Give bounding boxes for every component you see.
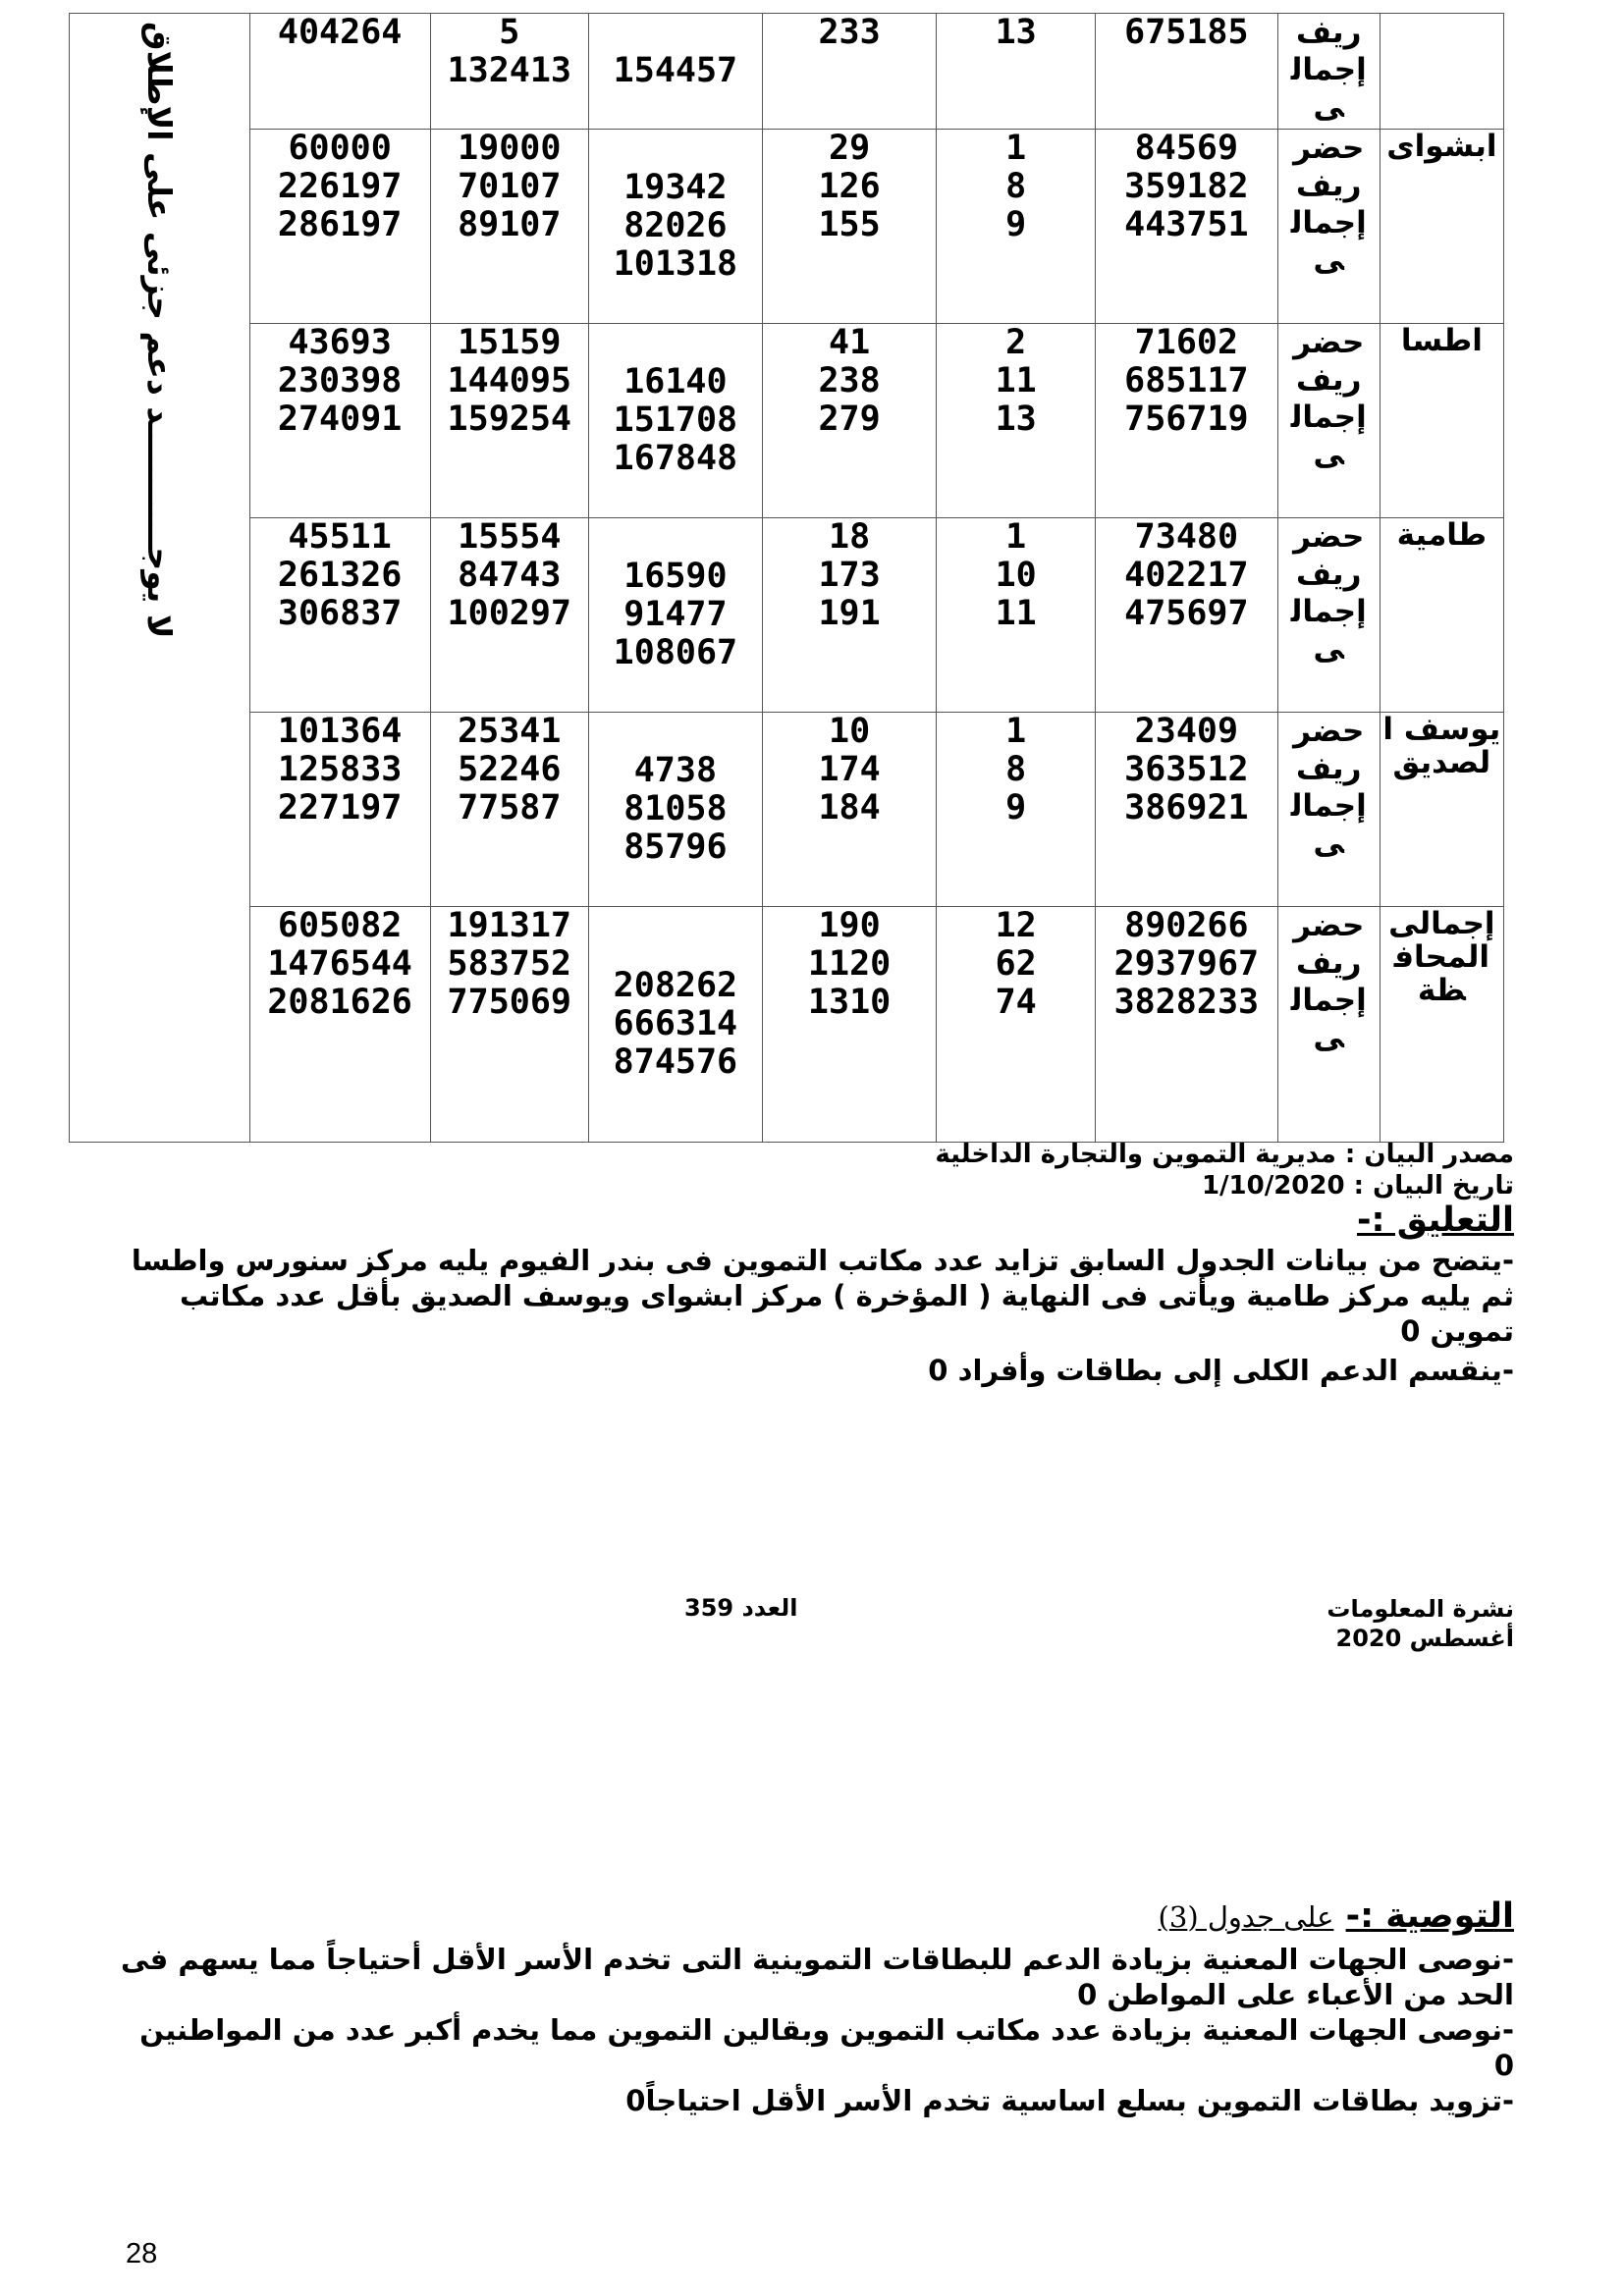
comment-paragraph-1: -يتضح من بيانات الجدول السابق تزايد عدد مكاتب التموين فى بندر الفيوم يليه مركز سنورس واطسا ثم يليه مركز طامية ويأتى فى النهاية ( المؤخرة ) مركز ابشواى ويوسف الصديق بأقل عدد مكاتب تموين 0 bbox=[131, 1244, 1514, 1348]
cell-value: 890266 bbox=[1124, 906, 1249, 945]
area-type: ريف bbox=[1296, 945, 1362, 981]
cell-value: 666314 bbox=[613, 1004, 738, 1043]
table-cell-c5 bbox=[430, 14, 589, 130]
cell-value: 45511 bbox=[288, 517, 392, 557]
cell-value: 685117 bbox=[1124, 361, 1249, 400]
area-type: حضر bbox=[1293, 714, 1365, 749]
cell-value: 125833 bbox=[277, 750, 403, 789]
cell-value: 74 bbox=[995, 983, 1037, 1022]
side-note-cell bbox=[70, 14, 250, 1143]
cell-value: 101364 bbox=[277, 712, 403, 751]
cell-value: 126 bbox=[818, 167, 881, 206]
table-cell-c6 bbox=[249, 518, 430, 713]
table-cell-c2 bbox=[937, 907, 1096, 1143]
table-cell-c1 bbox=[1095, 130, 1277, 324]
cell-value: 359182 bbox=[1124, 167, 1249, 206]
table-cell-c1 bbox=[1095, 14, 1277, 130]
table-cell-c1 bbox=[1095, 907, 1277, 1143]
table-cell-c6 bbox=[249, 14, 430, 130]
cell-value: 279 bbox=[818, 400, 881, 439]
cell-value: 11 bbox=[995, 594, 1037, 633]
area-type: حضر bbox=[1293, 519, 1365, 555]
area-type-cell bbox=[1277, 518, 1380, 713]
cell-value: 191 bbox=[818, 594, 881, 633]
cell-value: 151708 bbox=[613, 400, 738, 440]
cell-value: 402217 bbox=[1124, 556, 1249, 595]
cell-value: 5 bbox=[499, 13, 520, 52]
cell-value: 874576 bbox=[613, 1042, 738, 1082]
table-cell-c4 bbox=[589, 130, 763, 324]
cell-value: 173 bbox=[818, 556, 881, 595]
district-name: اطسا bbox=[1380, 324, 1503, 518]
cell-value: 108067 bbox=[613, 633, 738, 672]
cell-value: 19342 bbox=[623, 168, 728, 207]
area-type: إجمالى bbox=[1290, 594, 1367, 667]
cell-value: 13 bbox=[995, 400, 1037, 439]
table-cell-c2 bbox=[937, 130, 1096, 324]
cell-value: 15159 bbox=[458, 323, 562, 362]
table-cell-c4 bbox=[589, 324, 763, 518]
cell-value: 89107 bbox=[458, 205, 562, 244]
cell-value: 60000 bbox=[288, 129, 392, 168]
cell-value: 84569 bbox=[1134, 129, 1239, 168]
district-name: إجمالى المحافظة bbox=[1380, 907, 1503, 1143]
cell-value: 52246 bbox=[458, 750, 562, 789]
bulletin-month: أغسطس 2020 bbox=[1335, 1625, 1514, 1652]
table-cell-c4 bbox=[589, 713, 763, 907]
table-cell-c5 bbox=[430, 907, 589, 1143]
table-body bbox=[70, 14, 1504, 1143]
recommendation-subtitle: على جدول (3) bbox=[1158, 1900, 1334, 1934]
area-type: إجمالى bbox=[1290, 52, 1367, 125]
cell-value: 23409 bbox=[1134, 712, 1239, 751]
table-cell-c5 bbox=[430, 130, 589, 324]
area-type-cell bbox=[1277, 713, 1380, 907]
cell-value: 132413 bbox=[447, 51, 571, 90]
comment-heading: التعليق :- bbox=[1356, 1201, 1514, 1240]
table-cell-c4 bbox=[589, 14, 763, 130]
cell-value: 81058 bbox=[623, 789, 728, 828]
cell-value: 8 bbox=[1005, 750, 1027, 789]
area-type-cell bbox=[1277, 14, 1380, 130]
cell-value: 286197 bbox=[277, 205, 403, 244]
table-cell-c1 bbox=[1095, 713, 1277, 907]
cell-value: 191317 bbox=[447, 906, 571, 945]
cell-value: 208262 bbox=[613, 966, 738, 1005]
table-cell-c4 bbox=[589, 518, 763, 713]
data-source: مصدر البيان : مديرية التموين والتجارة الداخلية bbox=[935, 1140, 1514, 1169]
cell-value: 62 bbox=[995, 944, 1037, 984]
district-name: يوسف الصديق bbox=[1380, 713, 1503, 907]
cell-value: 10 bbox=[995, 556, 1037, 595]
cell-value: 100297 bbox=[447, 594, 571, 633]
district-name bbox=[1380, 14, 1503, 130]
table-cell-c1 bbox=[1095, 518, 1277, 713]
cell-value: 4738 bbox=[633, 751, 718, 790]
table-cell-c6 bbox=[249, 130, 430, 324]
cell-value: 1 bbox=[1005, 517, 1027, 557]
cell-value: 85796 bbox=[623, 828, 728, 867]
cell-value: 306837 bbox=[277, 594, 403, 633]
area-type-cell bbox=[1277, 324, 1380, 518]
district-name: ابشواى bbox=[1380, 130, 1503, 324]
area-type: إجمالى bbox=[1290, 205, 1367, 278]
cell-value: 18 bbox=[829, 517, 871, 557]
cell-value: 13 bbox=[995, 13, 1037, 52]
table-cell-c5 bbox=[430, 713, 589, 907]
cell-value: 174 bbox=[818, 750, 881, 789]
table-cell-c6 bbox=[249, 324, 430, 518]
table-cell-c2 bbox=[937, 713, 1096, 907]
cell-value: 19000 bbox=[458, 129, 562, 168]
table-row bbox=[70, 14, 1504, 130]
cell-value: 2 bbox=[1005, 323, 1027, 362]
table-row bbox=[70, 907, 1504, 1143]
table-cell-c3 bbox=[762, 907, 937, 1143]
table-cell-c2 bbox=[937, 324, 1096, 518]
cell-value: 91477 bbox=[623, 595, 728, 634]
area-type: حضر bbox=[1293, 908, 1365, 943]
cell-value: 25341 bbox=[458, 712, 562, 751]
cell-value: 675185 bbox=[1124, 13, 1249, 52]
table-cell-c4 bbox=[589, 907, 763, 1143]
recommendation-3: -تزويد بطاقات التموين بسلع اساسية تخدم الأسر الأقل احتياجاً0 bbox=[625, 2084, 1514, 2117]
cell-value: 1 bbox=[1005, 712, 1027, 751]
cell-value: 29 bbox=[829, 129, 871, 168]
district-name: طامية bbox=[1380, 518, 1503, 713]
area-type-cell bbox=[1277, 907, 1380, 1143]
cell-value: 2937967 bbox=[1113, 944, 1260, 984]
cell-value: 233 bbox=[818, 13, 881, 52]
table-cell-c2 bbox=[937, 14, 1096, 130]
cell-value: 775069 bbox=[447, 983, 571, 1022]
cell-value: 227197 bbox=[277, 788, 403, 828]
cell-value: 404264 bbox=[277, 13, 403, 52]
table-cell-c3 bbox=[762, 14, 937, 130]
recommendation-heading bbox=[532, 1895, 1514, 1939]
cell-value: 159254 bbox=[447, 400, 571, 439]
cell-value: 230398 bbox=[277, 361, 403, 400]
cell-value: 2081626 bbox=[267, 983, 412, 1022]
cell-value: 101318 bbox=[613, 244, 738, 284]
table-cell-c3 bbox=[762, 130, 937, 324]
table-cell-c6 bbox=[249, 907, 430, 1143]
cell-value: 443751 bbox=[1124, 205, 1249, 244]
cell-value: 167848 bbox=[613, 439, 738, 478]
cell-value: 154457 bbox=[613, 51, 738, 90]
cell-value: 144095 bbox=[447, 361, 571, 400]
cell-value: 1476544 bbox=[267, 944, 412, 984]
cell-value: 1310 bbox=[807, 983, 892, 1022]
cell-value: 226197 bbox=[277, 167, 403, 206]
cell-value: 70107 bbox=[458, 167, 562, 206]
area-type: إجمالى bbox=[1290, 400, 1367, 472]
cell-value: 15554 bbox=[458, 517, 562, 557]
cell-value: 583752 bbox=[447, 944, 571, 984]
comment-paragraph-2: -ينقسم الدعم الكلى إلى بطاقات وأفراد 0 bbox=[928, 1354, 1514, 1387]
area-type: إجمالى bbox=[1290, 788, 1367, 861]
cell-value: 43693 bbox=[288, 323, 392, 362]
recommendation-2: -نوصى الجهات المعنية بزيادة عدد مكاتب التموين وبقالين التموين مما يخدم أكبر عدد من المواطنين 0 bbox=[139, 2013, 1514, 2082]
issue-number: العدد 359 bbox=[684, 1594, 798, 1622]
area-type: إجمالى bbox=[1290, 983, 1367, 1055]
recommendation-1: -نوصى الجهات المعنية بزيادة الدعم للبطاقات التموينية التى تخدم الأسر الأقل أحتياجاً مما يسهم فى الحد من الأعباء على المواطن 0 bbox=[120, 1943, 1514, 2011]
cell-value: 238 bbox=[818, 361, 881, 400]
cell-value: 9 bbox=[1005, 205, 1027, 244]
area-type: ريف bbox=[1296, 751, 1362, 786]
area-type: ريف bbox=[1296, 362, 1362, 398]
table-cell-c3 bbox=[762, 713, 937, 907]
side-note: لا يوجـــــــــــد دعم جزئى على الإطلاق bbox=[140, 22, 180, 639]
cell-value: 190 bbox=[818, 906, 881, 945]
cell-value: 84743 bbox=[458, 556, 562, 595]
cell-value: 155 bbox=[818, 205, 881, 244]
table-cell-c5 bbox=[430, 518, 589, 713]
cell-value: 8 bbox=[1005, 167, 1027, 206]
cell-value: 605082 bbox=[277, 906, 403, 945]
cell-value: 363512 bbox=[1124, 750, 1249, 789]
cell-value: 12 bbox=[995, 906, 1037, 945]
cell-value: 3828233 bbox=[1113, 983, 1260, 1022]
table-row bbox=[70, 130, 1504, 324]
area-type: حضر bbox=[1293, 325, 1365, 360]
table-row bbox=[70, 518, 1504, 713]
table-cell-c6 bbox=[249, 713, 430, 907]
cell-value: 82026 bbox=[623, 206, 728, 245]
cell-value: 756719 bbox=[1124, 400, 1249, 439]
cell-value: 73480 bbox=[1134, 517, 1239, 557]
area-type: ريف bbox=[1296, 168, 1362, 203]
cell-value: 16590 bbox=[623, 557, 728, 596]
cell-value: 16140 bbox=[623, 362, 728, 401]
cell-value: 261326 bbox=[277, 556, 403, 595]
table-row bbox=[70, 713, 1504, 907]
area-type: حضر bbox=[1293, 131, 1365, 166]
page-number: 28 bbox=[126, 2238, 158, 2269]
cell-value: 41 bbox=[829, 323, 871, 362]
cell-value: 9 bbox=[1005, 788, 1027, 828]
cell-value: 475697 bbox=[1124, 594, 1249, 633]
cell-value: 77587 bbox=[458, 788, 562, 828]
recommendation-title: التوصية :- bbox=[1345, 1896, 1514, 1936]
cell-value: 1120 bbox=[807, 944, 892, 984]
table-cell-c3 bbox=[762, 518, 937, 713]
area-type: ريف bbox=[1296, 557, 1362, 592]
bulletin-name: نشرة المعلومات bbox=[1326, 1595, 1514, 1623]
table-cell-c1 bbox=[1095, 324, 1277, 518]
cell-value: 71602 bbox=[1134, 323, 1239, 362]
cell-value: 11 bbox=[995, 361, 1037, 400]
table-row bbox=[70, 324, 1504, 518]
area-type-cell bbox=[1277, 130, 1380, 324]
area-type: ريف bbox=[1296, 15, 1362, 50]
cell-value: 274091 bbox=[277, 400, 403, 439]
statistics-table bbox=[69, 13, 1504, 1143]
bulletin-footer bbox=[925, 1594, 1514, 1653]
table-cell-c2 bbox=[937, 518, 1096, 713]
cell-value: 1 bbox=[1005, 129, 1027, 168]
cell-value: 10 bbox=[829, 712, 871, 751]
data-date: تاريخ البيان : 1/10/2020 bbox=[1201, 1171, 1514, 1201]
cell-value: 184 bbox=[818, 788, 881, 828]
table-cell-c3 bbox=[762, 324, 937, 518]
cell-value: 386921 bbox=[1124, 788, 1249, 828]
table-cell-c5 bbox=[430, 324, 589, 518]
